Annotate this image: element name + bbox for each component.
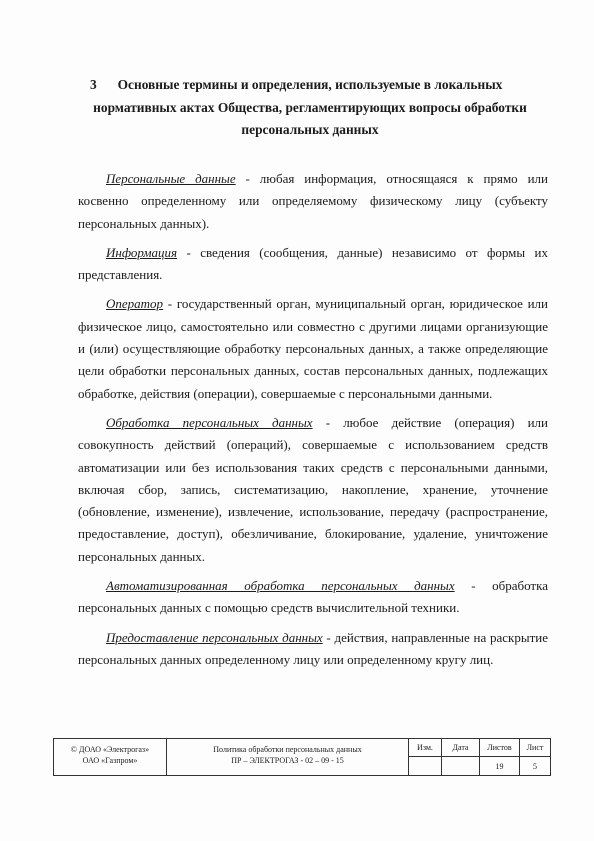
definition-term: Обработка персональных данных (106, 414, 313, 430)
footer-org-line-2: ОАО «Газпром» (82, 756, 138, 765)
heading-line-1: Основные термины и определения, используемые в локальных (117, 77, 503, 92)
footer-sheets-value: 19 (495, 762, 504, 771)
definition-paragraph (78, 575, 548, 620)
section-number: 3 (90, 77, 97, 92)
footer-doc-title: Политика обработки персональных данных (213, 745, 362, 754)
heading-line-3: персональных данных (241, 122, 379, 137)
definition-paragraph (78, 242, 548, 287)
definition-paragraph (78, 168, 548, 235)
footer-revision-cell (409, 739, 442, 775)
definition-paragraph (78, 627, 548, 672)
heading-line-2: нормативных актах Общества, регламентирующих вопросы обработки (93, 99, 527, 115)
footer-date-cell (442, 739, 480, 775)
footer-sheet-cell (520, 739, 550, 775)
footer-divider (480, 756, 519, 757)
footer-sheet-header: Лист (526, 743, 544, 752)
definition-term: Оператор (106, 296, 164, 312)
document-footer-table (53, 738, 551, 776)
footer-divider (442, 756, 479, 757)
definition-term: Автоматизированная обработка персональных данных (106, 578, 455, 594)
footer-divider (409, 756, 441, 757)
footer-sheet-value: 5 (533, 762, 537, 771)
footer-divider (520, 756, 550, 757)
footer-document-cell (167, 739, 409, 775)
footer-sheets-header: Листов (487, 743, 512, 752)
definitions-body (78, 168, 548, 678)
definition-term: Информация (106, 244, 178, 260)
definition-text: - обработка персональных данных с помощью средств вычислительной техники. (78, 578, 548, 616)
footer-org-line-1: © ДОАО «Электрогаз» (70, 745, 150, 754)
definition-term: Предоставление персональных данных (106, 629, 323, 645)
definition-text: - сведения (сообщения, данные) независимо от формы их представления. (78, 244, 548, 283)
section-heading (70, 74, 550, 142)
definition-text: - любая информация, относящаяся к прямо или косвенно определенному или определяемому физическому лицу (субъекту персональных данных). (78, 171, 548, 231)
definition-term: Персональные данные (106, 171, 236, 186)
definition-text: - действия, направленные на раскрытие персональных данных определенному лицу или определенному кругу лиц. (78, 629, 548, 667)
footer-revision-header: Изм. (417, 743, 433, 752)
definition-paragraph (78, 412, 548, 568)
definition-text: - государственный орган, муниципальный орган, юридическое или физическое лицо, самостоятельно или совместно с другими лицами организующие и (или) осуществляющие обработку персональных данных, а также определяющие цели обработки персональных данных, состав персональных данных, подлежащих обработке, действия (операции), совершаемые с персональными данными. (78, 296, 548, 401)
definition-text: - любое действие (операция) или совокупность действий (операций), совершаемые с использованием средств автоматизации или без использования таких средств с персональными данными, включая сбор, запись, систематизацию, накопление, хранение, уточнение (обновление, изменение), извлечение, использование, передачу (распространение, предоставление, доступ), обезличивание, блокирование, удаление, уничтожение персональных данных. (78, 414, 548, 564)
definition-paragraph (78, 293, 548, 404)
footer-sheets-cell (480, 739, 520, 775)
footer-doc-code: ПР – ЭЛЕКТРОГАЗ - 02 – 09 - 15 (231, 756, 344, 765)
footer-date-header: Дата (452, 743, 469, 752)
footer-organization-cell (54, 739, 167, 775)
